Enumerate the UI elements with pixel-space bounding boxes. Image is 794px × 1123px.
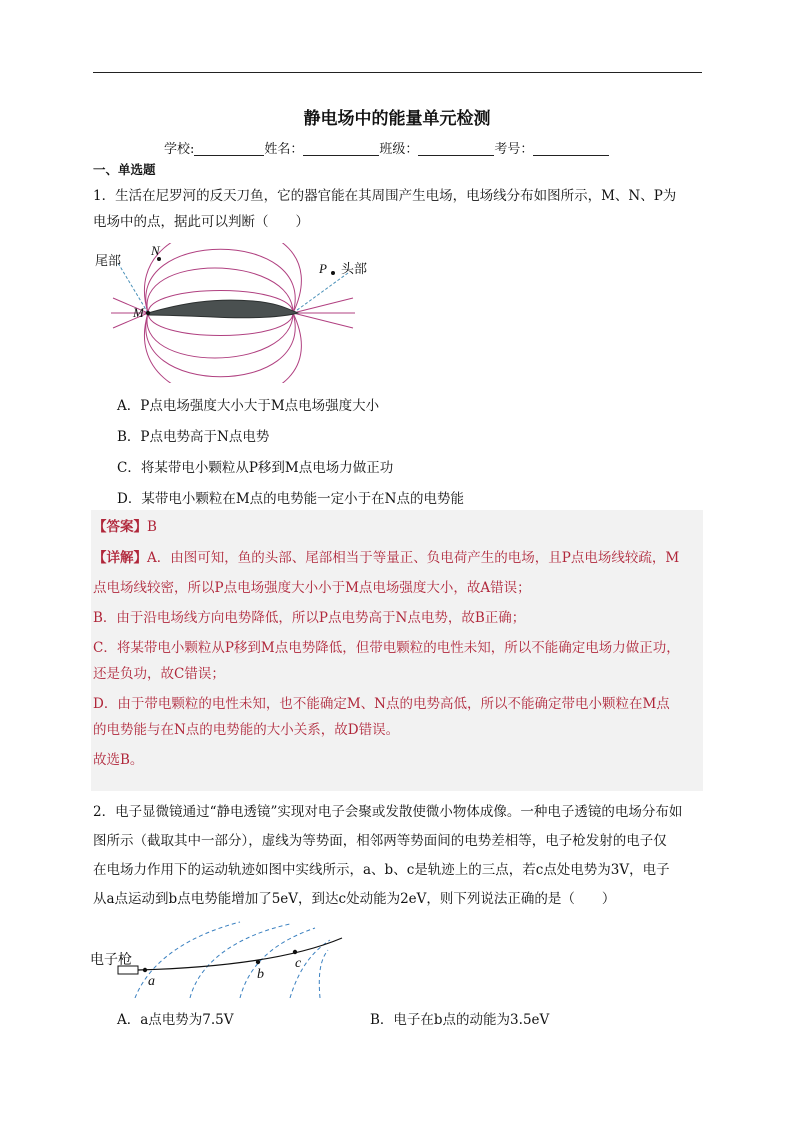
detail-line: 点电场线较密，所以P点电场强度大小小于M点电场强度大小，故A错误； [93,580,531,596]
point-c-label: c [295,956,302,971]
detail-line: D．由于带电颗粒的电性未知，也不能确定M、N点的电势高低，所以不能确定带电小颗粒在M点 [93,696,670,712]
q1-line-2: 电场中的点，据此可以判断（ ） [93,214,309,230]
q1-option-c[interactable]: C．将某带电小颗粒从P移到M点电场力做正功 [117,460,394,476]
q2-stem [93,799,703,912]
point-n-label: N [151,243,160,258]
q1-option-b[interactable]: B．P点电势高于N点电势 [117,429,270,445]
q2-line: 图所示（截取其中一部分），虚线为等势面，相邻两等势面间的电势差相等，电子枪发射的电子仅 [93,833,667,849]
name-label: 姓名： [264,142,304,157]
point-b-label: b [257,967,264,982]
q1-stem [93,183,703,235]
section-heading: 一、单选题 [93,162,156,177]
detail-tag: 【详解】 [93,550,147,566]
q1-line-1: 1．生活在尼罗河的反天刀鱼，它的器官能在其周围产生电场，电场线分布如图所示，M、N、P为 [93,188,677,204]
head-label: 头部 [341,262,368,277]
fish-field-figure [93,243,373,383]
detail-line: 【详解】A．由图可知，鱼的头部、尾部相当于等量正、负电荷产生的电场，且P点电场线较疏，M [93,550,680,566]
electron-gun-label: 电子枪 [90,952,132,968]
answer-value: B [147,519,157,535]
q2-line: 2．电子显微镜通过“静电透镜”实现对电子会聚或发散使微小物体成像。一种电子透镜的电场分布如 [93,804,683,820]
point-p-label: P [319,261,327,276]
school-blank[interactable] [194,142,264,156]
electron-lens-figure [90,920,350,998]
header-rule [93,72,702,73]
number-label: 考号： [494,142,534,157]
student-info-line [164,138,609,157]
q2-option-b[interactable]: B．电子在b点的动能为3.5eV [370,1012,550,1028]
detail-line: 的电势能与在N点的电势能的大小关系，故D错误。 [93,722,400,738]
answer-tag: 【答案】 [93,519,147,535]
q2-line: 从a点运动到b点电势能增加了5eV，到达c处动能为2eV，则下列说法正确的是（ ） [93,891,616,907]
school-label: 学校: [164,142,195,157]
class-blank[interactable] [418,142,494,156]
page-title: 静电场中的能量单元检测 [303,109,491,129]
detail-line: 故选B。 [93,752,144,768]
detail-line: 还是负功，故C错误； [93,666,225,682]
class-label: 班级： [379,142,419,157]
answer-line [93,514,703,540]
q1-option-a[interactable]: A．P点电场强度大小大于M点电场强度大小 [117,398,380,414]
tail-label: 尾部 [95,254,122,269]
point-m-label: M [133,305,144,320]
name-blank[interactable] [303,142,379,156]
point-a-label: a [148,974,155,989]
detail-line: C．将某带电小颗粒从P移到M点电势降低，但带电颗粒的电性未知，所以不能确定电场力做正功， [93,640,680,656]
q2-option-a[interactable]: A．a点电势为7.5V [117,1012,234,1028]
number-blank[interactable] [533,142,609,156]
detail-block [93,545,703,773]
q2-line: 在电场力作用下的运动轨迹如图中实线所示，a、b、c是轨迹上的三点，若c点处电势为3V，电子 [93,862,670,878]
detail-line: B．由于沿电场线方向电势降低，所以P点电势高于N点电势，故B正确； [93,610,526,626]
q1-option-d[interactable]: D．某带电小颗粒在M点的电势能一定小于在N点的电势能 [117,491,464,507]
